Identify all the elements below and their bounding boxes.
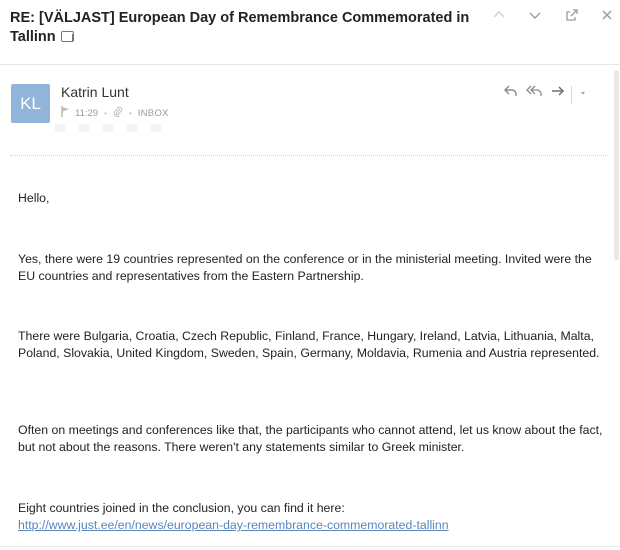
faded-metadata [55, 124, 175, 132]
folder-label[interactable]: INBOX [137, 107, 169, 119]
chevron-down-icon[interactable] [524, 6, 546, 28]
scrollbar[interactable] [614, 70, 619, 260]
meta-separator: • [104, 108, 107, 118]
email-header [0, 0, 620, 62]
body-paragraph-3: Often on meetings and conferences like that, the participants who cannot attend, let us know about the fact, but not about the reasons. There weren't any statements similar to Greek minister. [18, 423, 603, 454]
close-icon[interactable] [596, 6, 618, 28]
greeting-paragraph: Hello, [18, 191, 50, 205]
body-paragraph-2: There were Bulgaria, Croatia, Czech Republic, Finland, France, Hungary, Ireland, Latvia, Lithuania, Malta, Poland, Slovakia, United Kingdom, Sweden, Spain, Germany, Moldavia, Rumenia and Austria represented. [18, 329, 600, 360]
message-meta [61, 106, 169, 120]
meta-separator: • [128, 108, 132, 118]
flag-icon[interactable] [61, 106, 70, 120]
more-dropdown-icon[interactable] [573, 84, 593, 104]
action-divider [571, 86, 572, 104]
open-external-icon[interactable] [561, 6, 583, 28]
sender-name[interactable]: Katrin Lunt [61, 84, 129, 100]
body-paragraph-4: Eight countries joined in the conclusion, you can find it here: [18, 501, 345, 515]
attachment-icon[interactable] [113, 106, 123, 120]
header-body-separator [10, 155, 608, 156]
chevron-up-icon[interactable] [488, 6, 510, 28]
bottom-divider [0, 546, 620, 547]
avatar: KL [11, 84, 50, 123]
email-subject [10, 9, 480, 47]
reply-icon[interactable] [501, 84, 521, 104]
thread-icon[interactable] [61, 31, 74, 42]
article-link[interactable]: http://www.just.ee/en/news/european-day-remembrance-commemorated-tallinn [18, 518, 449, 532]
header-divider [0, 64, 620, 65]
forward-icon[interactable] [548, 84, 568, 104]
reply-all-icon[interactable] [525, 84, 545, 104]
body-paragraph-1: Yes, there were 19 countries represented on the conference or in the ministerial meeting. Invited were the EU countries and representatives from the Eastern Partnership. [18, 252, 592, 283]
message-time: 11:29 [75, 107, 99, 119]
subject-text: RE: [VÄLJAST] European Day of Remembrance Commemorated in Tallinn [10, 10, 470, 45]
